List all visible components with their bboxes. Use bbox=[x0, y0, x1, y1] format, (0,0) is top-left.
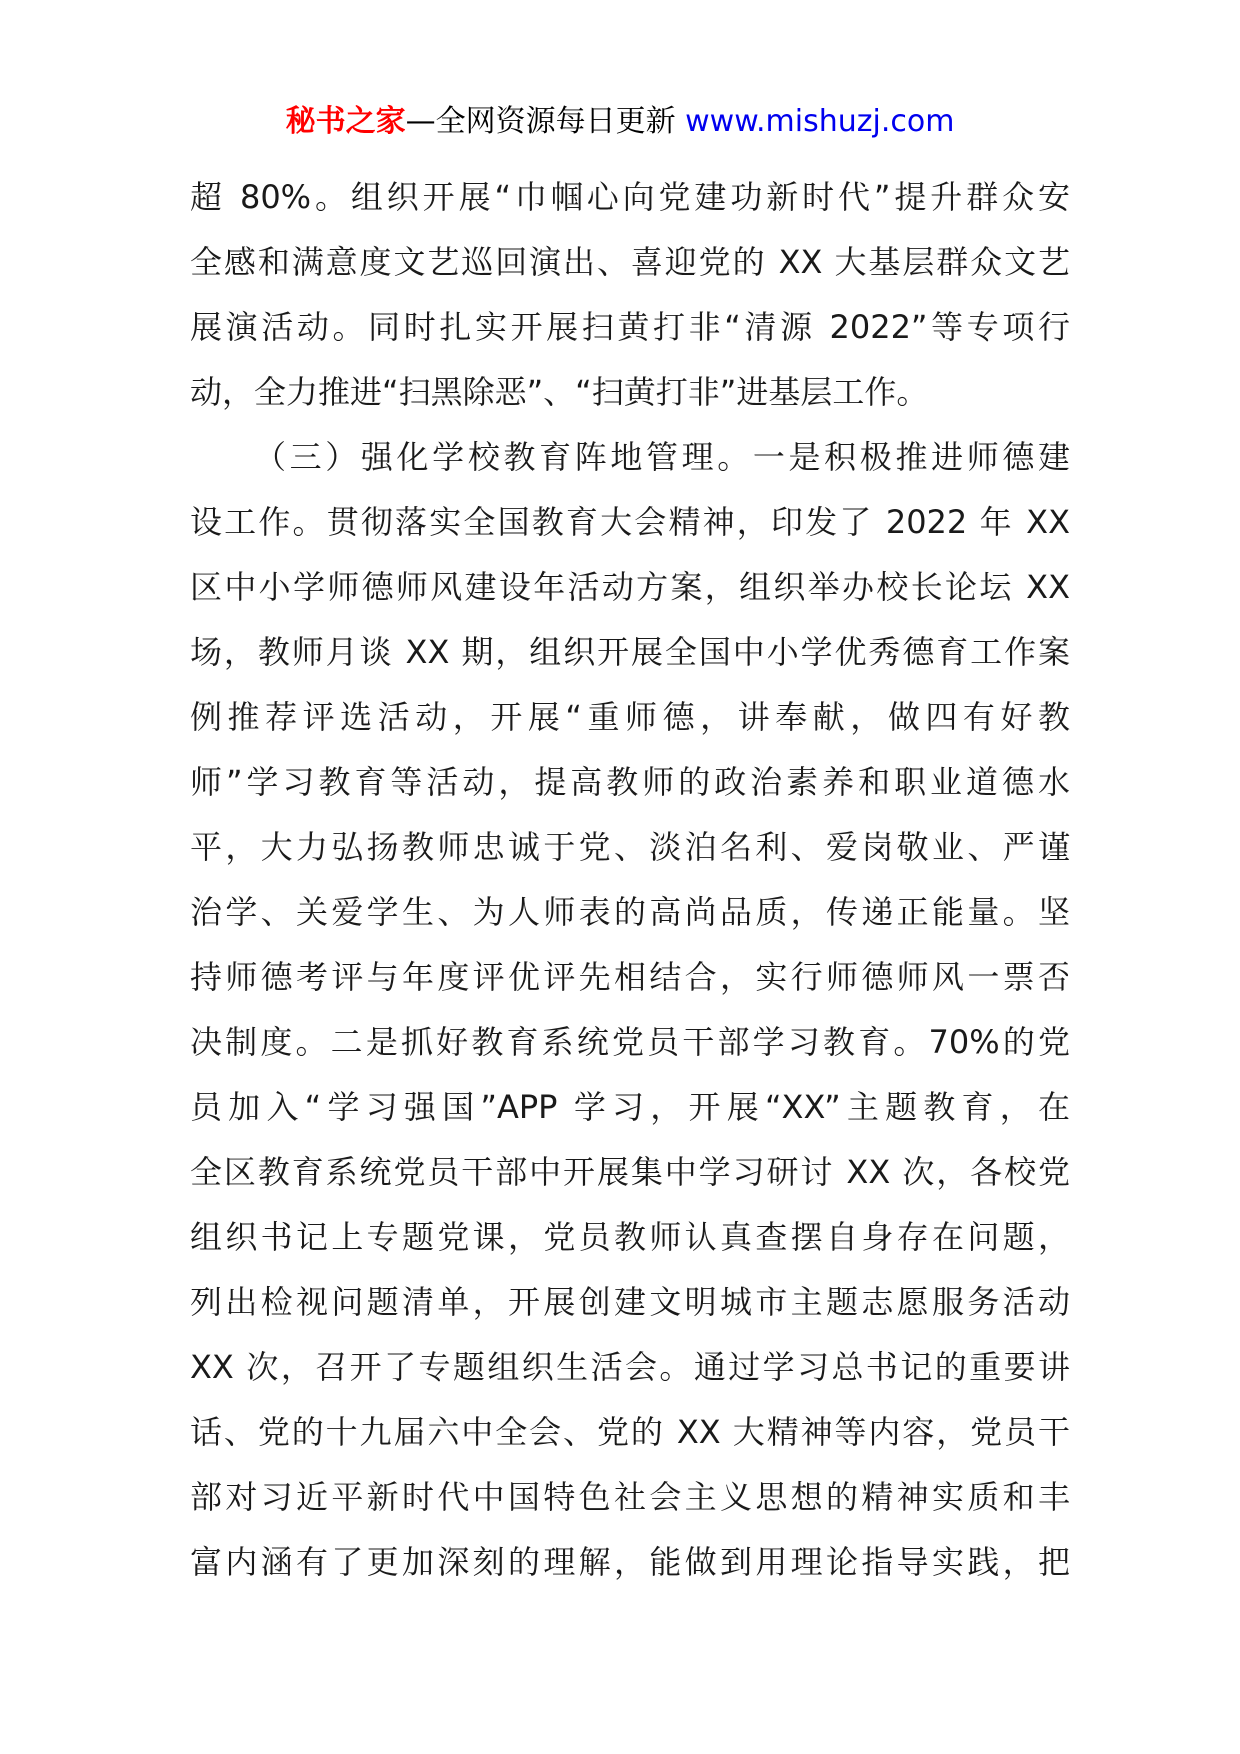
body-line: 设工作。贯彻落实全国教育大会精神，印发了 2022 年 XX bbox=[190, 503, 1070, 541]
body-line: 区中小学师德师风建设年活动方案，组织举办校长论坛 XX bbox=[190, 568, 1070, 606]
body-line: 全区教育系统党员干部中开展集中学习研讨 XX 次，各校党 bbox=[190, 1153, 1070, 1191]
body-line: 决制度。二是抓好教育系统党员干部学习教育。70%的党 bbox=[190, 1023, 1070, 1061]
body-line: 展演活动。同时扎实开展扫黄打非“清源 2022”等专项行 bbox=[190, 308, 1070, 346]
body-line: XX 次，召开了专题组织生活会。通过学习总书记的重要讲 bbox=[190, 1348, 1070, 1386]
body-line: 员加入“学习强国”APP 学习，开展“XX”主题教育，在 bbox=[190, 1088, 1070, 1126]
header-url[interactable]: www.mishuzj.com bbox=[685, 104, 955, 139]
body-line: 部对习近平新时代中国特色社会主义思想的精神实质和丰 bbox=[190, 1478, 1070, 1516]
body-line: 平，大力弘扬教师忠诚于党、淡泊名利、爱岗敬业、严谨 bbox=[190, 828, 1070, 866]
body-line: 列出检视问题清单，开展创建文明城市主题志愿服务活动 bbox=[190, 1283, 1070, 1321]
body-line: 组织书记上专题党课，党员教师认真查摆自身存在问题， bbox=[190, 1218, 1070, 1256]
watermark-header bbox=[0, 100, 1240, 144]
body-line: 场，教师月谈 XX 期，组织开展全国中小学优秀德育工作案 bbox=[190, 633, 1070, 671]
body-line: 全感和满意度文艺巡回演出、喜迎党的 XX 大基层群众文艺 bbox=[190, 243, 1070, 281]
body-line: 话、党的十九届六中全会、党的 XX 大精神等内容，党员干 bbox=[190, 1413, 1070, 1451]
document-body bbox=[190, 165, 1070, 1595]
body-line: 治学、关爱学生、为人师表的高尚品质，传递正能量。坚 bbox=[190, 893, 1070, 931]
body-line: 例推荐评选活动，开展“重师德，讲奉献，做四有好教 bbox=[190, 698, 1070, 736]
header-brand: 秘书之家 bbox=[285, 104, 406, 139]
section-heading-line: （三）强化学校教育阵地管理。一是积极推进师德建 bbox=[254, 438, 1070, 476]
body-line: 师”学习教育等活动，提高教师的政治素养和职业道德水 bbox=[190, 763, 1070, 801]
body-line: 动，全力推进“扫黑除恶”、“扫黄打非”进基层工作。 bbox=[190, 373, 929, 411]
body-line: 富内涵有了更加深刻的理解，能做到用理论指导实践，把 bbox=[190, 1543, 1070, 1581]
body-line: 持师德考评与年度评优评先相结合，实行师德师风一票否 bbox=[190, 958, 1070, 996]
header-tagline: —全网资源每日更新 bbox=[405, 104, 686, 139]
body-line: 超 80%。组织开展“巾帼心向党建功新时代”提升群众安 bbox=[190, 178, 1070, 216]
